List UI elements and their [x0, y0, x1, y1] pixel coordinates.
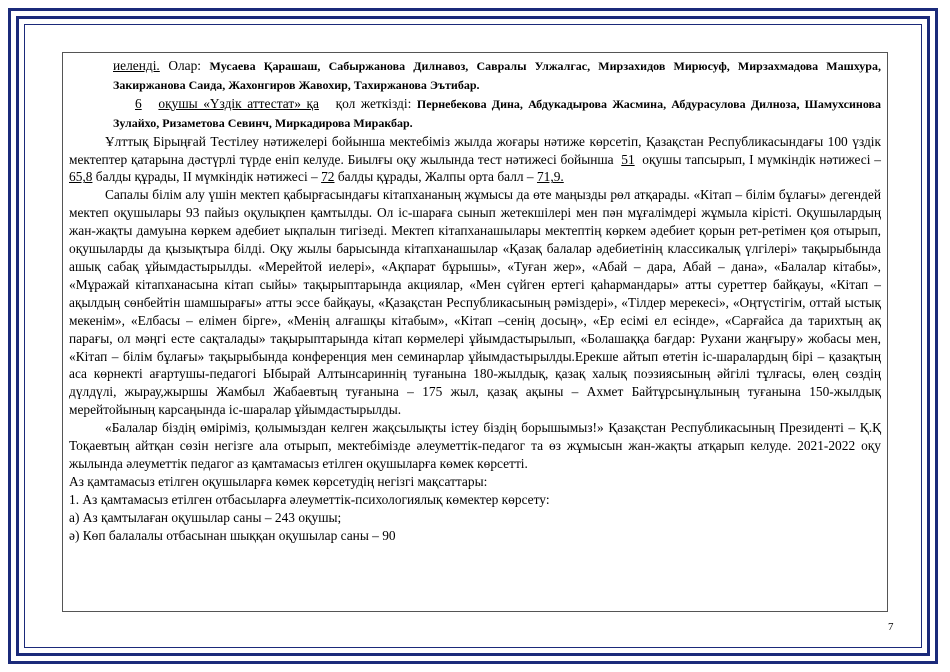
goal-item-ae: ә) Көп балалалы отбасынан шыққан оқушылар саны – 90 — [69, 527, 396, 543]
top-attestat-count: 6 — [135, 95, 142, 111]
ent-text-b: оқушы тапсырып, І мүмкіндік нәтижесі – — [642, 151, 881, 167]
olar-label: Олар: — [168, 58, 202, 73]
library-paragraph: Сапалы білім алу үшін мектеп қабырғасындағы кітапхананың жұмысы да өте маңызды рөл атқарады. «Кітап – білім бұлағы» дегендей мектеп оқушылары 93 пайыз оқулықпен қамтылды. Ол іс-шараға сынып жетекшілері мен пән мұғалімдері жұмыла кірісті. Оқушылардың жан-жақты дамуына көркем әдебиет ықпалын тигізеді. Мектеп кітапханашылары мектептің көркем әдебиет қорын рет-ретімен қоя отырып, оқушыларды да қызықтыра білді. Оқу жылы барысында кітапханашылар «Қазақ балалар әдебиетінің классикалық үлгілері» тақырыбында ашық сабақ ұйымдастырылды. «Мерейтой иелері», «Ақпарат бұрышы», «Туған жер», «Абай – дара, Абай – дана», «Балалар кітабы», «Мұражай кітапханасына кітап сыйы» тақырыптарында акциялар, «Мен сүйген ертегі қаһармандары» атты суреттер байқауы, «Кітап – ақылдың сөнбейтін шамшырағы» атты эссе байқауы, «Қазақстан Республикасының рәміздері», «Тілдер мерекесі», «Оңтүстігім, оттай ыстық мекенім», «Елбасы – елімен бірге», «Менің алғашқы кітабым», «Кітап –сенің досың», «Ер есімі ел есінде», «Сарғайса да тарихтың ақ парағы, ол мәңгі есте сақталады» тақырыптарында кітап көрмелері ұйымдастырылып, «Болашаққа бағдар: Рухани жаңғыру» жобасы мен, «Кітап – білім бұлағы» тақырыбында конференция мен семинарлар ұйымдастырылды.Ерекше айтып өтетін іс-шаралардың бірі – қазақтың аса көрнекті ағартушы-педагогі Ыбырай Алтынсариннің туғанына 180-жылдық, қазақ халық поэзиясының әйгілі тұлғасы, өлең сөздің дүлдүлі, жырау,жыршы Жамбыл Жабаевтың туғанына – 175 жыл, қазақ ақыны – Ахмет Байтұрсынұлының туғанына 150-жылдық мерейтойының карсаңында іс-шаралар ұйымдастырылды. — [69, 187, 881, 418]
document-page — [62, 52, 888, 612]
awarded-word: иеленді. — [113, 58, 160, 73]
ent-result-1: 65,8 — [69, 169, 93, 185]
awardee-names: Мусаева Қарашаш, Сабыржанова Дилнавоз, Савралы Улжалгас, Мирзахидов Мирюсуф, Мирзахмадова Машхура, Закиржанова Саида, Жахонгиров Жавохир, Тахиржанова Эътибар. — [113, 59, 881, 92]
awardees-paragraph — [69, 57, 881, 95]
ent-average: 71,9. — [536, 169, 564, 185]
top-attestat-names: Пернебекова Дина, Абдукадырова Жасмина, Абдурасулова Дилноза, Шамухсинова Зулайхо, Ризаметова Севинч, Миркадирова Миракбар. — [113, 96, 882, 130]
goal-item-1: 1. Аз қамтамасыз етілген отбасыларға әлеуметтік-психологиялық көмектер көрсету: — [69, 491, 550, 507]
top-attestat-paragraph — [69, 95, 881, 133]
ent-text-c: балды құрады, ІІ мүмкіндік нәтижесі – — [95, 169, 318, 185]
goals-heading: Аз қамтамасыз етілген оқушыларға көмек көрсетудің негізгі мақсаттары: — [69, 473, 488, 489]
goal-item-a: а) Аз қамтылаған оқушылар саны – 243 оқушы; — [69, 509, 342, 525]
ent-text-a: Ұлттық Бірыңғай Тестілеу нәтижелері бойынша мектебіміз жылда жоғары нәтиже көрсетіп, Қазақстан Республикасындағы 100 үздік мектептер қатарына дәстүрлі түрде еніп келуде. Биылғы оқу жылында тест нәтижесі бойынша — [69, 133, 881, 167]
top-attestat-label: оқушы «Үздік аттестат» қа — [158, 95, 319, 111]
ent-result-2: 72 — [321, 169, 335, 185]
page-number: 7 — [888, 621, 894, 633]
ent-text-d: балды құрады, Жалпы орта балл – — [337, 169, 534, 185]
social-pedagog-paragraph: «Балалар біздің өміріміз, қолымыздан келген жақсылықты істеу біздің борышымыз!» Қазақстан Республикасының Президенті – Қ.Қ Тоқаевтың айтқан сөзін негізге ала отырып, мектебімізде әлеуметтік-педагог та өз жұмысын жан-жақты атқарып келуде. 2021-2022 оқу жылында әлеуметтік педагог аз қамтамасыз етілген оқушыларға көмек көрсетті. — [69, 420, 881, 471]
ent-students-count: 51 — [621, 151, 635, 167]
ent-results-paragraph — [69, 133, 881, 187]
top-attestat-text: қол жеткізді: — [335, 95, 412, 111]
